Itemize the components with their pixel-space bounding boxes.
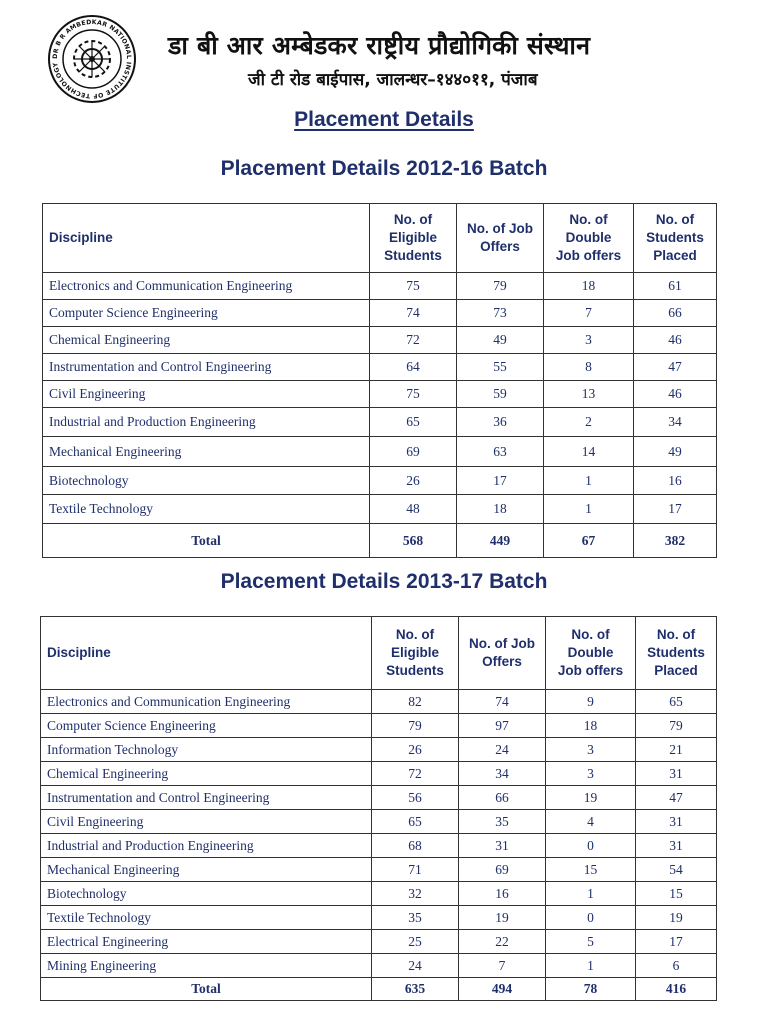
cell-discipline: Mechanical Engineering xyxy=(41,858,372,882)
cell-offers: 49 xyxy=(457,327,544,354)
cell-discipline: Biotechnology xyxy=(41,882,372,906)
table-row xyxy=(43,495,717,524)
institute-logo xyxy=(47,14,137,104)
cell-offers: 16 xyxy=(459,882,546,906)
cell-placed: 31 xyxy=(636,834,717,858)
cell-double: 19 xyxy=(546,786,636,810)
cell-double: 9 xyxy=(546,690,636,714)
cell-eligible: 72 xyxy=(372,762,459,786)
cell-offers: 34 xyxy=(459,762,546,786)
cell-eligible: 35 xyxy=(372,906,459,930)
cell-total-double: 67 xyxy=(544,524,634,558)
cell-offers: 97 xyxy=(459,714,546,738)
col-header-eligible: No. of Eligible Students xyxy=(370,204,457,273)
cell-eligible: 68 xyxy=(372,834,459,858)
cell-placed: 19 xyxy=(636,906,717,930)
cell-placed: 17 xyxy=(634,495,717,524)
cell-discipline: Industrial and Production Engineering xyxy=(41,834,372,858)
table-row xyxy=(41,858,717,882)
cell-placed: 21 xyxy=(636,738,717,762)
table-row xyxy=(43,354,717,381)
cell-discipline: Electrical Engineering xyxy=(41,930,372,954)
cell-offers: 36 xyxy=(457,408,544,437)
cell-eligible: 82 xyxy=(372,690,459,714)
cell-discipline: Mining Engineering xyxy=(41,954,372,978)
page-heading xyxy=(0,108,768,132)
cell-placed: 46 xyxy=(634,381,717,408)
table-row xyxy=(41,930,717,954)
cell-eligible: 26 xyxy=(370,467,457,495)
batch-title-2012-16: Placement Details 2012-16 Batch xyxy=(220,157,548,180)
cell-placed: 54 xyxy=(636,858,717,882)
cell-offers: 74 xyxy=(459,690,546,714)
cell-discipline: Computer Science Engineering xyxy=(41,714,372,738)
cell-placed: 66 xyxy=(634,300,717,327)
cell-double: 3 xyxy=(546,738,636,762)
cell-double: 3 xyxy=(546,762,636,786)
cell-offers: 22 xyxy=(459,930,546,954)
cell-double: 14 xyxy=(544,437,634,467)
cell-offers: 7 xyxy=(459,954,546,978)
batch-title-2013-17: Placement Details 2013-17 Batch xyxy=(220,570,548,593)
cell-discipline: Chemical Engineering xyxy=(43,327,370,354)
table-row xyxy=(41,954,717,978)
cell-eligible: 72 xyxy=(370,327,457,354)
cell-eligible: 69 xyxy=(370,437,457,467)
cell-placed: 6 xyxy=(636,954,717,978)
cell-discipline: Chemical Engineering xyxy=(41,762,372,786)
cell-offers: 59 xyxy=(457,381,544,408)
cell-double: 4 xyxy=(546,810,636,834)
cell-total-label: Total xyxy=(43,524,370,558)
cell-placed: 31 xyxy=(636,762,717,786)
cell-double: 1 xyxy=(544,495,634,524)
cell-eligible: 65 xyxy=(372,810,459,834)
col-header-eligible: No. of Eligible Students xyxy=(372,617,459,690)
table-row xyxy=(41,834,717,858)
col-header-placed: No. of Students Placed xyxy=(634,204,717,273)
cell-discipline: Electronics and Communication Engineering xyxy=(43,273,370,300)
table-row xyxy=(41,738,717,762)
cell-eligible: 26 xyxy=(372,738,459,762)
cell-eligible: 74 xyxy=(370,300,457,327)
table-header-row xyxy=(41,617,717,690)
cell-placed: 61 xyxy=(634,273,717,300)
cell-discipline: Civil Engineering xyxy=(41,810,372,834)
table-row xyxy=(41,690,717,714)
cell-discipline: Computer Science Engineering xyxy=(43,300,370,327)
cell-offers: 24 xyxy=(459,738,546,762)
institute-seal-icon xyxy=(47,14,137,104)
cell-eligible: 56 xyxy=(372,786,459,810)
cell-double: 7 xyxy=(544,300,634,327)
cell-double: 13 xyxy=(544,381,634,408)
cell-placed: 16 xyxy=(634,467,717,495)
placement-table-2012-16 xyxy=(42,203,717,558)
page-heading-text: Placement Details xyxy=(294,108,474,131)
cell-offers: 17 xyxy=(457,467,544,495)
cell-offers: 55 xyxy=(457,354,544,381)
cell-discipline: Electronics and Communication Engineering xyxy=(41,690,372,714)
cell-total-label: Total xyxy=(41,978,372,1001)
cell-double: 1 xyxy=(544,467,634,495)
table-row xyxy=(43,300,717,327)
cell-double: 8 xyxy=(544,354,634,381)
cell-total-eligible: 635 xyxy=(372,978,459,1001)
cell-placed: 34 xyxy=(634,408,717,437)
cell-discipline: Textile Technology xyxy=(41,906,372,930)
cell-placed: 47 xyxy=(636,786,717,810)
cell-offers: 69 xyxy=(459,858,546,882)
table-row xyxy=(41,882,717,906)
cell-eligible: 32 xyxy=(372,882,459,906)
table-row xyxy=(41,810,717,834)
institute-name: डा बी आर अम्बेडकर राष्ट्रीय प्रौद्योगिकी संस्थान xyxy=(168,31,591,60)
cell-eligible: 24 xyxy=(372,954,459,978)
table-row xyxy=(43,273,717,300)
cell-total-eligible: 568 xyxy=(370,524,457,558)
cell-double: 1 xyxy=(546,882,636,906)
cell-total-placed: 416 xyxy=(636,978,717,1001)
col-header-offers: No. of Job Offers xyxy=(459,617,546,690)
cell-total-offers: 494 xyxy=(459,978,546,1001)
cell-double: 18 xyxy=(544,273,634,300)
cell-placed: 49 xyxy=(634,437,717,467)
cell-discipline: Information Technology xyxy=(41,738,372,762)
cell-eligible: 25 xyxy=(372,930,459,954)
cell-double: 2 xyxy=(544,408,634,437)
cell-double: 15 xyxy=(546,858,636,882)
total-row xyxy=(43,524,717,558)
col-header-placed: No. of Students Placed xyxy=(636,617,717,690)
table-header-row xyxy=(43,204,717,273)
cell-double: 1 xyxy=(546,954,636,978)
seal-text: DR B R AMBEDKAR NATIONAL INSTITUTE OF TECHNOLOGY xyxy=(51,18,133,100)
cell-discipline: Industrial and Production Engineering xyxy=(43,408,370,437)
cell-discipline: Instrumentation and Control Engineering xyxy=(43,354,370,381)
cell-double: 5 xyxy=(546,930,636,954)
cell-placed: 79 xyxy=(636,714,717,738)
cell-offers: 73 xyxy=(457,300,544,327)
placement-table-2013-17 xyxy=(40,616,717,1001)
cell-placed: 17 xyxy=(636,930,717,954)
cell-eligible: 71 xyxy=(372,858,459,882)
col-header-double: No. of Double Job offers xyxy=(546,617,636,690)
cell-eligible: 64 xyxy=(370,354,457,381)
cell-eligible: 75 xyxy=(370,273,457,300)
cell-eligible: 79 xyxy=(372,714,459,738)
col-header-discipline: Discipline xyxy=(43,204,370,273)
cell-placed: 47 xyxy=(634,354,717,381)
cell-eligible: 65 xyxy=(370,408,457,437)
cell-double: 3 xyxy=(544,327,634,354)
col-header-offers: No. of Job Offers xyxy=(457,204,544,273)
cell-placed: 31 xyxy=(636,810,717,834)
cell-total-double: 78 xyxy=(546,978,636,1001)
cell-discipline: Mechanical Engineering xyxy=(43,437,370,467)
col-header-double: No. of Double Job offers xyxy=(544,204,634,273)
table-row xyxy=(43,437,717,467)
cell-double: 0 xyxy=(546,906,636,930)
cell-total-offers: 449 xyxy=(457,524,544,558)
cell-eligible: 48 xyxy=(370,495,457,524)
table-row xyxy=(43,381,717,408)
cell-discipline: Instrumentation and Control Engineering xyxy=(41,786,372,810)
cell-offers: 79 xyxy=(457,273,544,300)
cell-eligible: 75 xyxy=(370,381,457,408)
cell-discipline: Civil Engineering xyxy=(43,381,370,408)
cell-offers: 63 xyxy=(457,437,544,467)
cell-placed: 15 xyxy=(636,882,717,906)
table-row xyxy=(41,786,717,810)
table-row xyxy=(41,762,717,786)
table-row xyxy=(41,714,717,738)
cell-discipline: Textile Technology xyxy=(43,495,370,524)
cell-offers: 18 xyxy=(457,495,544,524)
table-row xyxy=(43,467,717,495)
table-row xyxy=(41,906,717,930)
cell-double: 18 xyxy=(546,714,636,738)
institute-address: जी टी रोड बाईपास, जालन्धर–१४४०११, पंजाब xyxy=(248,70,538,90)
col-header-discipline: Discipline xyxy=(41,617,372,690)
cell-placed: 65 xyxy=(636,690,717,714)
cell-offers: 35 xyxy=(459,810,546,834)
cell-placed: 46 xyxy=(634,327,717,354)
total-row xyxy=(41,978,717,1001)
cell-offers: 19 xyxy=(459,906,546,930)
cell-total-placed: 382 xyxy=(634,524,717,558)
cell-offers: 66 xyxy=(459,786,546,810)
cell-double: 0 xyxy=(546,834,636,858)
cell-discipline: Biotechnology xyxy=(43,467,370,495)
table-row xyxy=(43,408,717,437)
table-row xyxy=(43,327,717,354)
cell-offers: 31 xyxy=(459,834,546,858)
